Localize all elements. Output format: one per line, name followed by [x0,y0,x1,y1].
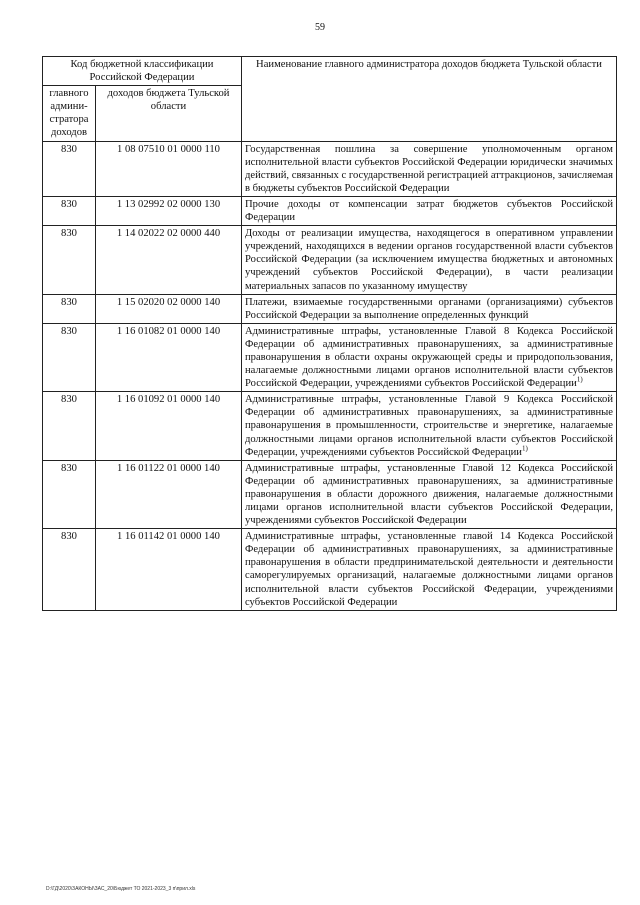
income-name-text: Административные штрафы, установленные Главой 9 Кодекса Российской Федерации об административных правонарушениях, за административные правонарушения в промышленности, строительстве и энергетике, налагаемые должностными лицами органов исполнительной власти субъектов Российской Федерации, учреждениями субъектов Российской Федерации [245,394,613,458]
table-header [43,57,617,142]
income-name-cell [242,196,617,225]
admin-code-cell: 830 [43,141,96,196]
income-name-cell [242,141,617,196]
income-code-cell: 1 16 01122 01 0000 140 [96,460,242,528]
revenue-administrators-table [42,56,617,611]
file-path-footer: D:\ГД\2020\ЗАКОНЫ\ЗАС_20\Бюджет ТО 2021-2023_3 п\прил.xls [46,886,196,892]
income-code-cell: 1 16 01142 01 0000 140 [96,529,242,611]
income-code-cell: 1 16 01082 01 0000 140 [96,323,242,391]
header-administrator-name: Наименование главного администратора доходов бюджета Тульской области [242,57,617,142]
income-name-text: Административные штрафы, установленные Главой 12 Кодекса Российской Федерации об административных правонарушениях, за административные правонарушения в области дорожного движения, налагаемые должностными лицами органов исполнительной власти субъектов Российской Федерации, учреждениями субъектов Российской Федерации [245,462,613,527]
income-code-cell: 1 13 02992 02 0000 130 [96,196,242,225]
income-name-text: Государственная пошлина за совершение уполномоченным органом исполнительной власти субъектов Российской Федерации юридически значимых действий, связанных с государственной регистрацией аттракционов, зачисляемая в бюджеты субъектов Российской Федерации [245,143,613,194]
income-code-cell: 1 16 01092 01 0000 140 [96,392,242,460]
income-name-text: Административные штрафы, установленные главой 14 Кодекса Российской Федерации об административных правонарушениях, за административные правонарушения в области предпринимательской деятельности и деятельности саморегулируемых организаций, налагаемые должностными лицами органов исполнительной власти субъектов Российской Федерации, учреждениями субъектов Российской Федерации [245,531,613,608]
income-name-cell [242,323,617,391]
income-name-cell [242,529,617,611]
header-classification-code: Код бюджетной классификации Российской Федерации [43,57,242,86]
admin-code-cell: 830 [43,226,96,294]
income-code-cell: 1 08 07510 01 0000 110 [96,141,242,196]
income-name-cell [242,460,617,528]
table-row [43,196,617,225]
table-row [43,460,617,528]
footnote-marker: 1) [576,375,583,384]
income-code-cell: 1 15 02020 02 0000 140 [96,294,242,323]
admin-code-cell: 830 [43,294,96,323]
table-row [43,529,617,611]
income-name-cell [242,226,617,294]
header-income-code: доходов бюджета Тульской области [96,86,242,141]
table-row [43,141,617,196]
table-body [43,141,617,610]
income-name-cell [242,294,617,323]
admin-code-cell: 830 [43,323,96,391]
income-name-cell [242,392,617,460]
header-admin-code: главного админи-стратора доходов [43,86,96,141]
table-row [43,323,617,391]
table-row [43,392,617,460]
admin-code-cell: 830 [43,460,96,528]
admin-code-cell: 830 [43,529,96,611]
income-code-cell: 1 14 02022 02 0000 440 [96,226,242,294]
income-name-text: Доходы от реализации имущества, находящегося в оперативном управлении учреждений, находящихся в ведении органов государственной власти субъектов Российской Федерации (за исключением имущества бюджетных и автономных учреждений субъектов Российской Федерации), в части реализации материальных запасов по указанному имуществу [245,228,613,292]
table-row [43,226,617,294]
page-number: 59 [315,22,325,33]
table-row [43,294,617,323]
footnote-marker: 1) [521,444,528,453]
income-name-text: Платежи, взимаемые государственными органами (организациями) субъектов Российской Федерации за выполнение определенных функций [245,296,613,321]
admin-code-cell: 830 [43,392,96,460]
income-name-text: Административные штрафы, установленные Главой 8 Кодекса Российской Федерации об административных правонарушениях, за административные правонарушения в области охраны окружающей среды и природопользования, налагаемые должностными лицами органов исполнительной власти субъектов Российской Федерации, учреждениями субъектов Российской Федерации [245,325,613,390]
income-name-text: Прочие доходы от компенсации затрат бюджетов субъектов Российской Федерации [245,198,613,224]
admin-code-cell: 830 [43,196,96,225]
